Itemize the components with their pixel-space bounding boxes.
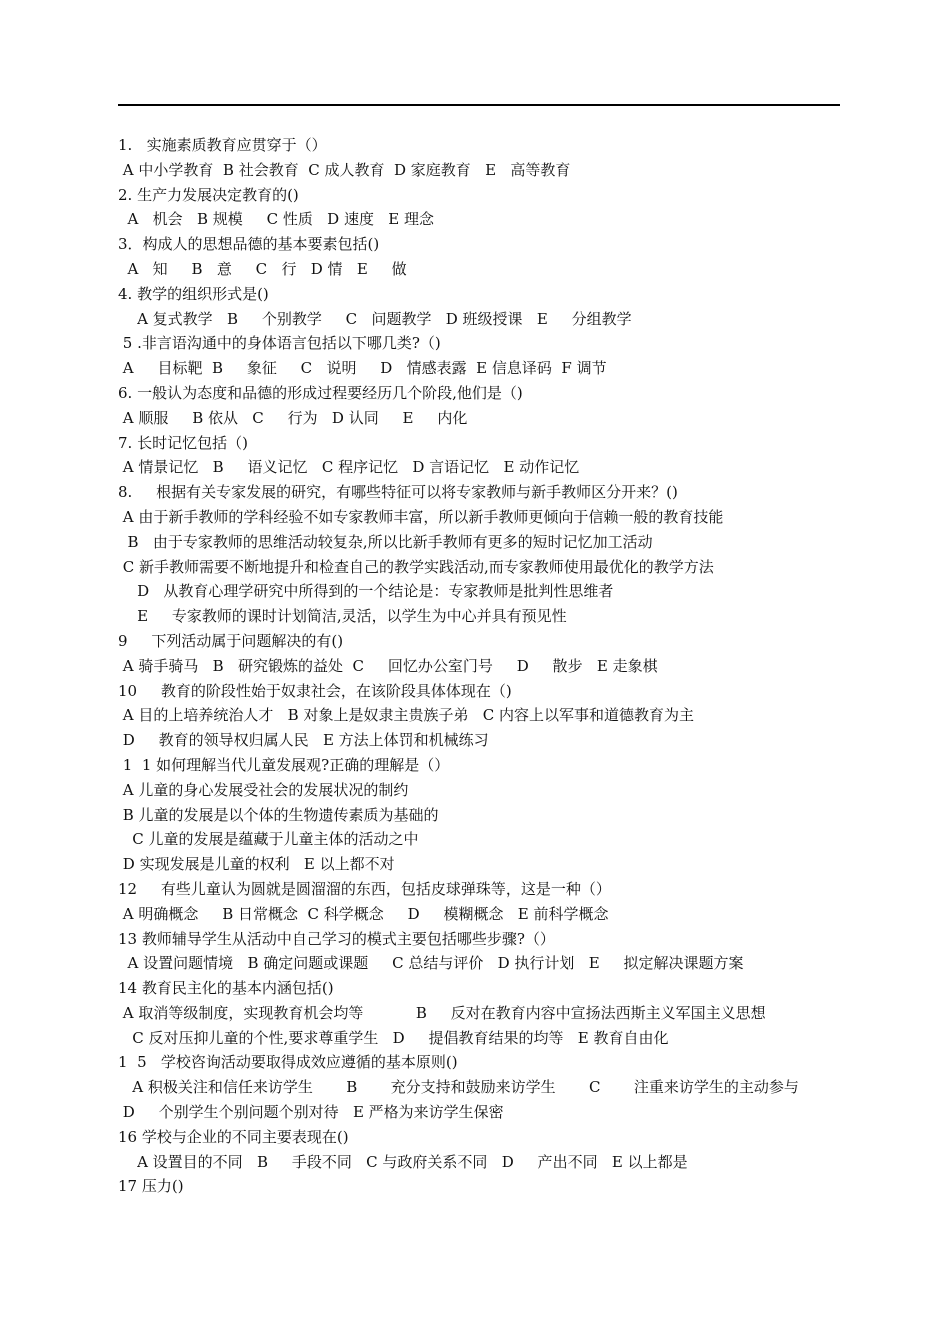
text-line: D 实现发展是儿童的权利 E 以上都不对 bbox=[118, 855, 395, 874]
text-line: 17 压力() bbox=[118, 1177, 184, 1196]
text-line: B 由于专家教师的思维活动较复杂,所以比新手教师有更多的短时记忆加工活动 bbox=[118, 532, 653, 551]
text-line: A 设置问题情境 B 确定问题或课题 C 总结与评价 D 执行计划 E 拟定解决课题方案 bbox=[118, 954, 744, 973]
text-line: 5 .非言语沟通中的身体语言包括以下哪几类?（) bbox=[118, 334, 441, 353]
text-line: 13 教师辅导学生从活动中自己学习的模式主要包括哪些步骤?（） bbox=[118, 929, 555, 948]
text-line: D 从教育心理学研究中所得到的一个结论是：专家教师是批判性思维者 bbox=[118, 582, 614, 601]
text-line: D 个别学生个别问题个别对待 E 严格为来访学生保密 bbox=[118, 1103, 504, 1122]
text-line: D 教育的领导权归属人民 E 方法上体罚和机械练习 bbox=[118, 731, 489, 750]
text-line: A 知 B 意 C 行 D 情 E 做 bbox=[118, 259, 407, 278]
text-line: A 儿童的身心发展受社会的发展状况的制约 bbox=[118, 780, 409, 799]
text-line: A 明确概念 B 日常概念 C 科学概念 D 模糊概念 E 前科学概念 bbox=[118, 904, 609, 923]
text-line: A 设置目的不同 B 手段不同 C 与政府关系不同 D 产出不同 E 以上都是 bbox=[118, 1152, 688, 1171]
text-line: 3．构成人的思想品德的基本要素包括() bbox=[118, 235, 380, 254]
text-line: 2. 生产力发展决定教育的() bbox=[118, 185, 299, 204]
text-line: A 由于新手教师的学科经验不如专家教师丰富，所以新手教师更倾向于信赖一般的教育技能 bbox=[118, 507, 724, 526]
header-rule bbox=[118, 104, 840, 106]
text-line: A 目的上培养统治人才 B 对象上是奴隶主贵族子弟 C 内容上以军事和道德教育为主 bbox=[118, 706, 695, 725]
text-line: A 积极关注和信任来访学生 B 充分支持和鼓励来访学生 C 注重来访学生的主动参与 bbox=[118, 1078, 799, 1097]
text-line: C 儿童的发展是蕴藏于儿童主体的活动之中 bbox=[118, 830, 419, 849]
text-line: A 情景记忆 B 语义记忆 C 程序记忆 D 言语记忆 E 动作记忆 bbox=[118, 458, 580, 477]
text-line: 9 下列活动属于问题解决的有() bbox=[118, 631, 344, 650]
text-line: 1 5 学校咨询活动要取得成效应遵循的基本原则() bbox=[118, 1053, 458, 1072]
text-line: A 机会 B 规模 C 性质 D 速度 E 理念 bbox=[118, 210, 434, 229]
text-line: 10 教育的阶段性始于奴隶社会，在该阶段具体体现在（) bbox=[118, 681, 512, 700]
text-line: 1. 实施素质教育应贯穿于（） bbox=[118, 136, 327, 154]
text-line: C 反对压抑儿童的个性,要求尊重学生 D 提倡教育结果的均等 E 教育自由化 bbox=[118, 1028, 669, 1047]
text-line: A 目标靶 B 象征 C 说明 D 情感表露 E 信息译码 F 调节 bbox=[118, 359, 607, 378]
text-line: A 取消等级制度，实现教育机会均等 B 反对在教育内容中宣扬法西斯主义军国主义思想 bbox=[118, 1003, 766, 1022]
text-line: A 中小学教育 B 社会教育 C 成人教育 D 家庭教育 E 高等教育 bbox=[118, 160, 571, 179]
text-line: 8. 根据有关专家发展的研究，有哪些特征可以将专家教师与新手教师区分开来？() bbox=[118, 483, 678, 502]
text-line: 4. 教学的组织形式是() bbox=[118, 284, 269, 303]
text-line: 16 学校与企业的不同主要表现在() bbox=[118, 1127, 349, 1146]
text-line: 14 教育民主化的基本内涵包括() bbox=[118, 979, 334, 998]
text-line: 1 1 如何理解当代儿童发展观?正确的理解是（） bbox=[118, 755, 450, 774]
text-line: 6. 一般认为态度和品德的形成过程要经历几个阶段,他们是（) bbox=[118, 383, 523, 402]
question-list bbox=[118, 133, 848, 1199]
text-line: A 顺服 B 依从 C 行为 D 认同 E 内化 bbox=[118, 408, 468, 427]
text-line: B 儿童的发展是以个体的生物遗传素质为基础的 bbox=[118, 805, 439, 824]
text-line: C 新手教师需要不断地提升和检查自己的教学实践活动,而专家教师使用最优化的教学方法 bbox=[118, 557, 714, 576]
text-line: E 专家教师的课时计划简洁,灵活，以学生为中心并具有预见性 bbox=[118, 607, 567, 626]
text-line: A 骑手骑马 B 研究锻炼的益处 C 回忆办公室门号 D 散步 E 走象棋 bbox=[118, 656, 658, 675]
text-line: 7. 长时记忆包括（) bbox=[118, 433, 248, 452]
text-line: A 复式教学 B 个别教学 C 问题教学 D 班级授课 E 分组教学 bbox=[118, 309, 632, 328]
text-line: 12 有些儿童认为圆就是圆溜溜的东西，包括皮球弹珠等，这是一种（） bbox=[118, 879, 611, 898]
